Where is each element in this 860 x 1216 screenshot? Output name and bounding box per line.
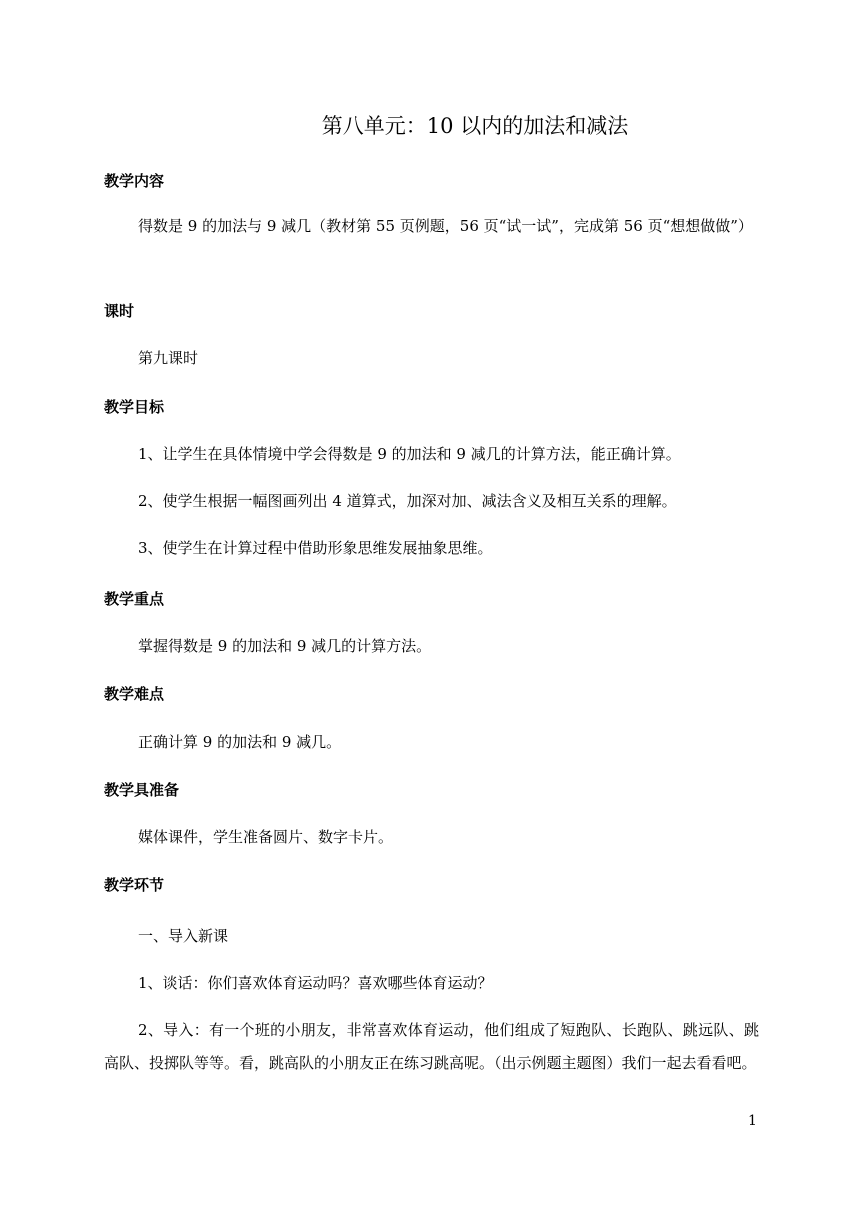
process-item-2: 2、导入：有一个班的小朋友，非常喜欢体育运动，他们组成了短跑队、长跑队、跳远队、跳高队、投掷队等等。看，跳高队的小朋友正在练习跳高呢。（出示例题主题图）我们一起去看看吧。 (104, 1021, 759, 1072)
process-item-1: 1、谈话：你们喜欢体育运动吗？喜欢哪些体育运动？ (138, 974, 493, 992)
heading-preparation: 教学具准备 (104, 781, 180, 799)
goal-item-3: 3、使学生在计算过程中借助形象思维发展抽象思维。 (138, 539, 493, 557)
paragraph-teaching-content: 得数是 9 的加法与 9 减几（教材第 55 页例题，56 页“试一试”，完成第 56 页“想想做做”） (138, 217, 753, 235)
goal-item-2: 2、使学生根据一幅图画列出 4 道算式，加深对加、减法含义及相互关系的理解。 (138, 492, 677, 510)
heading-teaching-content: 教学内容 (104, 172, 165, 190)
paragraph-key-points: 掌握得数是 9 的加法和 9 减几的计算方法。 (138, 637, 432, 655)
document-title: 第八单元：10 以内的加法和减法 (321, 114, 629, 138)
paragraph-preparation: 媒体课件，学生准备圆片、数字卡片。 (138, 828, 394, 846)
heading-class-period: 课时 (104, 302, 135, 320)
paragraph-class-period: 第九课时 (138, 349, 199, 367)
heading-key-points: 教学重点 (104, 590, 165, 608)
heading-teaching-process: 教学环节 (104, 876, 165, 894)
page-number: 1 (748, 1113, 757, 1129)
goal-item-1: 1、让学生在具体情境中学会得数是 9 的加法和 9 减几的计算方法，能正确计算。 (138, 445, 681, 463)
heading-teaching-goals: 教学目标 (104, 398, 165, 416)
process-item-intro: 一、导入新课 (138, 927, 229, 945)
paragraph-difficulties: 正确计算 9 的加法和 9 减几。 (138, 733, 342, 751)
heading-difficulties: 教学难点 (104, 685, 165, 703)
